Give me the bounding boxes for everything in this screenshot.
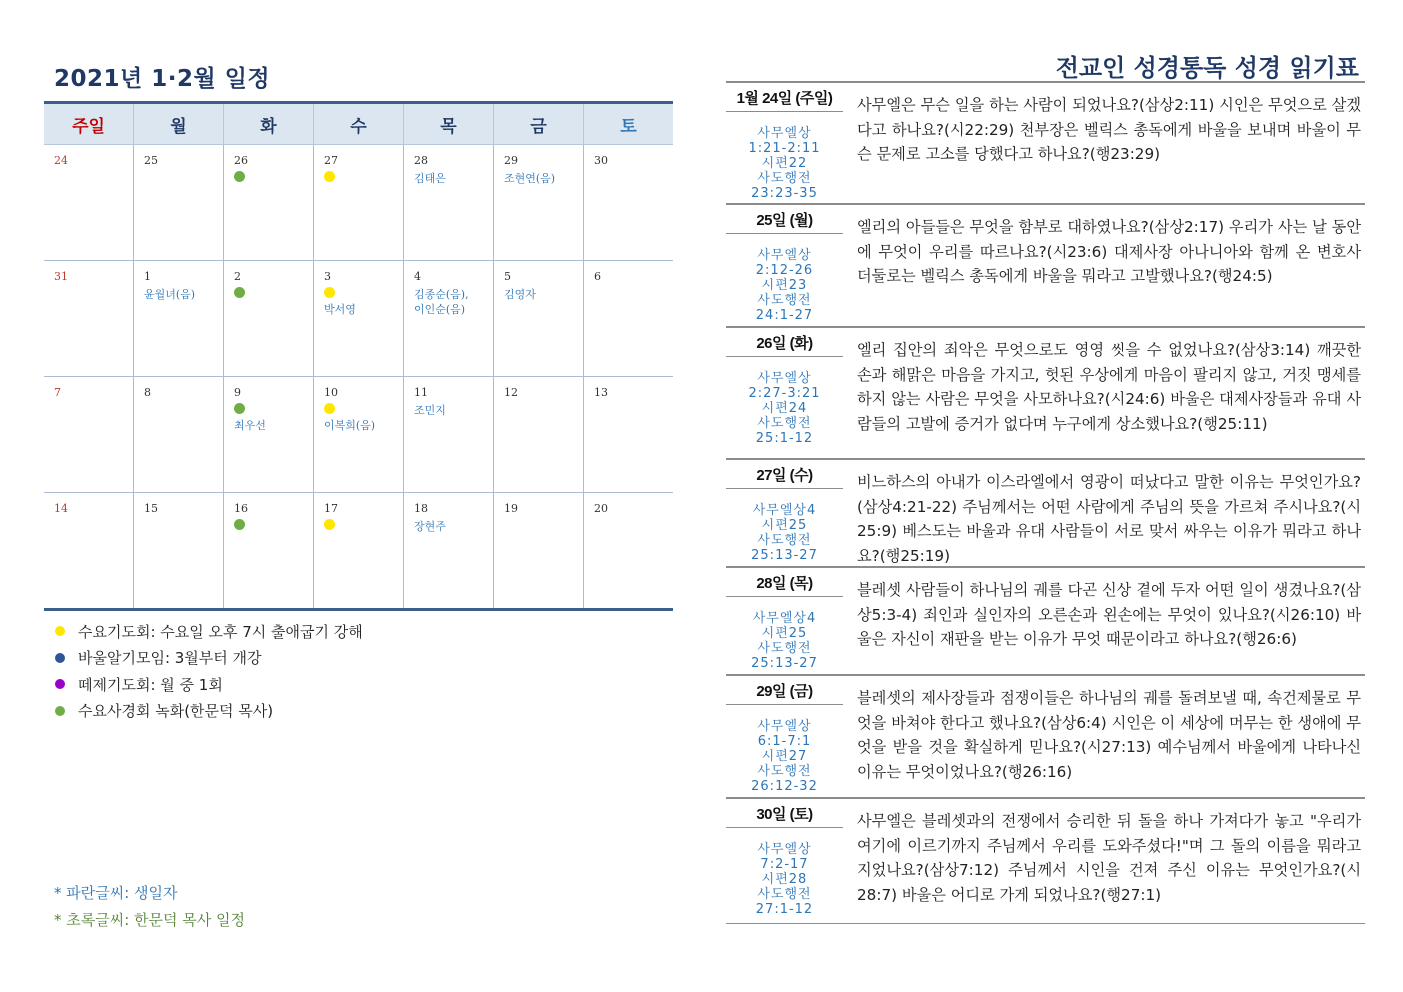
legend-item	[55, 671, 363, 698]
calendar-title: 2021년 1·2월 일정	[54, 66, 271, 92]
calendar-day	[44, 377, 133, 492]
calendar-body	[44, 145, 673, 608]
legend-dot-icon	[55, 679, 65, 689]
day-number: 30	[594, 154, 608, 167]
reading-date: 28일 (목)	[726, 568, 843, 597]
day-number: 24	[54, 154, 68, 167]
day-number: 10	[324, 386, 338, 399]
reading-question: 비느하스의 아내가 이스라엘에서 영광이 떠났다고 말한 이유는 무엇인가요?(삼상4:21-22) 주님께서는 어떤 사람에게 주님의 뜻을 가르쳐 주시나요?(시25:9) 베스도는 바울과 유대 사람들이 서로 맞서 싸우는 이유가 뭐라고 하나요?(행25:19)	[857, 473, 1361, 565]
day-number: 26	[234, 154, 248, 167]
day-number: 16	[234, 502, 248, 515]
calendar-day	[403, 145, 493, 260]
day-event-text: 김종순(음), 이인순(음)	[414, 288, 469, 316]
day-event-text: 김태은	[414, 172, 446, 185]
day-number: 19	[504, 502, 518, 515]
reading-date: 25일 (월)	[726, 205, 843, 234]
day-number: 2	[234, 270, 241, 283]
reading-date: 1월 24일 (주일)	[726, 83, 843, 112]
day-number: 20	[594, 502, 608, 515]
reading-row	[726, 83, 1365, 205]
reading-left-column	[726, 460, 843, 566]
reading-row	[726, 460, 1365, 568]
day-number: 7	[54, 386, 61, 399]
day-number: 28	[414, 154, 428, 167]
green-dot-icon	[234, 287, 245, 298]
calendar-day	[583, 377, 673, 492]
day-number: 17	[324, 502, 338, 515]
reading-question: 사무엘은 무슨 일을 하는 사람이 되었나요?(삼상2:11) 시인은 무엇으로 살겠다고 하나요?(시22:29) 천부장은 벨릭스 총독에게 바울을 보내며 바울이 무슨 문제로 고소를 당했다고 하나요?(행23:29)	[857, 96, 1361, 164]
legend-dot-icon	[55, 626, 65, 636]
legend-item	[55, 698, 363, 725]
legend-item	[55, 618, 363, 645]
calendar-day	[133, 261, 223, 376]
calendar-day	[493, 377, 583, 492]
day-event-text: 이복희(음)	[324, 419, 376, 432]
day-event-text: 윤월녀(음)	[144, 288, 196, 301]
day-event-text: 장현주	[414, 520, 446, 533]
calendar-day	[403, 261, 493, 376]
legend-label: 떼제기도회: 월 중 1회	[78, 675, 223, 694]
weekday-sun: 주일	[72, 116, 105, 137]
yellow-dot-icon	[324, 519, 335, 530]
day-event-text: 김영자	[504, 288, 536, 301]
yellow-dot-icon	[324, 403, 335, 414]
legend-dot-icon	[55, 653, 65, 663]
reading-passages: 사무엘상 6:1-7:1 시편27 사도행전 26:12-32	[751, 719, 818, 794]
reading-question: 블레셋의 제사장들과 점쟁이들은 하나님의 궤를 돌려보낼 때, 속건제물로 무엇을 바쳐야 한다고 했나요?(삼상6:4) 시인은 이 세상에 머무는 한 생애에 무엇을 받을 것을 확실하게 믿나요?(시27:13) 예수님께서 바울에게 나타나신 이유는 무엇이었나요?(행26:16)	[857, 689, 1361, 781]
calendar-day	[313, 377, 403, 492]
calendar-legend	[55, 618, 363, 724]
yellow-dot-icon	[324, 171, 335, 182]
calendar-day	[133, 145, 223, 260]
footnote-birthday: * 파란글씨: 생일자	[54, 884, 178, 902]
reading-date: 27일 (수)	[726, 460, 843, 489]
calendar-day	[44, 261, 133, 376]
calendar-weekday-header	[44, 104, 673, 145]
calendar-day	[493, 493, 583, 608]
day-number: 5	[504, 270, 511, 283]
calendar-day	[493, 145, 583, 260]
day-number: 8	[144, 386, 151, 399]
calendar-day	[133, 377, 223, 492]
reading-row	[726, 568, 1365, 676]
green-dot-icon	[234, 171, 245, 182]
reading-left-column	[726, 799, 843, 923]
reading-question: 엘리의 아들들은 무엇을 함부로 대하였나요?(삼상2:17) 우리가 사는 날 동안에 무엇이 우리를 따르나요?(시23:6) 대제사장 아나니아와 함께 온 변호사 더둘로는 벨릭스 총독에게 바울을 뭐라고 고발했나요?(행24:5)	[857, 218, 1361, 286]
calendar-day	[403, 377, 493, 492]
reading-question: 엘리 집안의 죄악은 무엇으로도 영영 씻을 수 없었나요?(삼상3:14) 깨끗한 손과 해맑은 마음을 가지고, 헛된 우상에게 마음이 팔리지 않고, 거짓 맹세를 하지 않는 사람은 무엇을 사모하나요?(시24:6) 바울은 대제사장들과 유대 사람들의 고발에 증거가 없다며 누구에게 상소했나요?(행25:11)	[857, 341, 1361, 433]
calendar-day	[403, 493, 493, 608]
day-number: 29	[504, 154, 518, 167]
legend-label: 수요사경회 녹화(한문덕 목사)	[78, 702, 274, 721]
calendar-day	[583, 261, 673, 376]
reading-plan-table	[726, 81, 1365, 924]
day-event-text: 최우선	[234, 419, 266, 432]
reading-question: 사무엘은 블레셋과의 전쟁에서 승리한 뒤 돌을 하나 가져다가 놓고 "우리가 여기에 이르기까지 주님께서 우리를 도와주셨다!"며 그 돌의 이름을 뭐라고 지었나요?(삼상7:12) 주님께서 시인을 건져 주신 이유는 무엇인가요?(시28:7) 바울은 어디로 가게 되었나요?(행27:1)	[857, 812, 1361, 904]
reading-passages: 사무엘상 2:12-26 시편23 사도행전 24:1-27	[755, 248, 814, 323]
calendar-day	[313, 261, 403, 376]
green-dot-icon	[234, 403, 245, 414]
calendar-day	[583, 145, 673, 260]
day-number: 12	[504, 386, 518, 399]
reading-passages: 사무엘상4 시편25 사도행전 25:13-27	[751, 503, 818, 563]
calendar-day	[223, 493, 313, 608]
day-number: 3	[324, 270, 331, 283]
calendar-week	[44, 376, 673, 492]
legend-item	[55, 645, 363, 672]
weekday-fri: 금	[493, 104, 583, 144]
legend-dot-icon	[55, 706, 65, 716]
reading-date: 29일 (금)	[726, 676, 843, 705]
reading-question: 블레셋 사람들이 하나님의 궤를 다곤 신상 곁에 두자 어떤 일이 생겼나요?(삼상5:3-4) 죄인과 실인자의 오른손과 왼손에는 무엇이 있나요?(시26:10) 바울은 자신이 재판을 받는 이유가 무엇 때문이라고 하나요?(행26:6)	[857, 581, 1361, 649]
reading-left-column	[726, 83, 843, 203]
reading-plan-title: 전교인 성경통독 성경 읽기표	[1055, 54, 1359, 82]
day-number: 6	[594, 270, 601, 283]
calendar-day	[583, 493, 673, 608]
reading-passages: 사무엘상4 시편25 사도행전 25:13-27	[751, 611, 818, 671]
day-number: 25	[144, 154, 158, 167]
calendar-week	[44, 492, 673, 608]
day-event-text: 조현연(음)	[504, 172, 556, 185]
calendar-week	[44, 145, 673, 260]
reading-left-column	[726, 568, 843, 674]
calendar-grid	[44, 101, 673, 611]
calendar-day	[223, 261, 313, 376]
calendar-week	[44, 260, 673, 376]
yellow-dot-icon	[324, 287, 335, 298]
reading-passages: 사무엘상 2:27-3:21 시편24 사도행전 25:1-12	[748, 371, 821, 446]
calendar-day	[133, 493, 223, 608]
reading-left-column	[726, 328, 843, 458]
calendar-day	[493, 261, 583, 376]
weekday-mon: 월	[133, 104, 223, 144]
day-number: 1	[144, 270, 151, 283]
day-number: 15	[144, 502, 158, 515]
weekday-thu: 목	[403, 104, 493, 144]
legend-label: 바울알기모임: 3월부터 개강	[78, 649, 262, 668]
reading-date: 26일 (화)	[726, 328, 843, 357]
reading-row	[726, 676, 1365, 799]
day-event-text: 박서영	[324, 303, 356, 316]
day-number: 18	[414, 502, 428, 515]
weekday-wed: 수	[313, 104, 403, 144]
calendar-day	[223, 377, 313, 492]
reading-row	[726, 799, 1365, 924]
legend-label: 수요기도회: 수요일 오후 7시 출애굽기 강해	[78, 622, 363, 641]
reading-passages: 사무엘상 7:2-17 시편28 사도행전 27:1-12	[755, 842, 814, 917]
footnote-pastor-schedule: * 초록글씨: 한문덕 목사 일정	[54, 911, 246, 929]
day-number: 31	[54, 270, 68, 283]
calendar-day	[313, 493, 403, 608]
reading-date: 30일 (토)	[726, 799, 843, 828]
weekday-tue: 화	[223, 104, 313, 144]
green-dot-icon	[234, 519, 245, 530]
day-number: 27	[324, 154, 338, 167]
reading-passages: 사무엘상 1:21-2:11 시편22 사도행전 23:23-35	[748, 126, 821, 201]
calendar-day	[44, 493, 133, 608]
weekday-sat: 토	[583, 104, 673, 144]
reading-row	[726, 205, 1365, 328]
day-event-text: 조민지	[414, 404, 446, 417]
day-number: 13	[594, 386, 608, 399]
day-number: 11	[414, 386, 428, 399]
reading-left-column	[726, 205, 843, 326]
calendar-day	[44, 145, 133, 260]
day-number: 14	[54, 502, 68, 515]
reading-left-column	[726, 676, 843, 797]
calendar-day	[313, 145, 403, 260]
day-number: 4	[414, 270, 421, 283]
footnotes	[54, 880, 245, 934]
day-number: 9	[234, 386, 241, 399]
reading-row	[726, 328, 1365, 460]
calendar-day	[223, 145, 313, 260]
